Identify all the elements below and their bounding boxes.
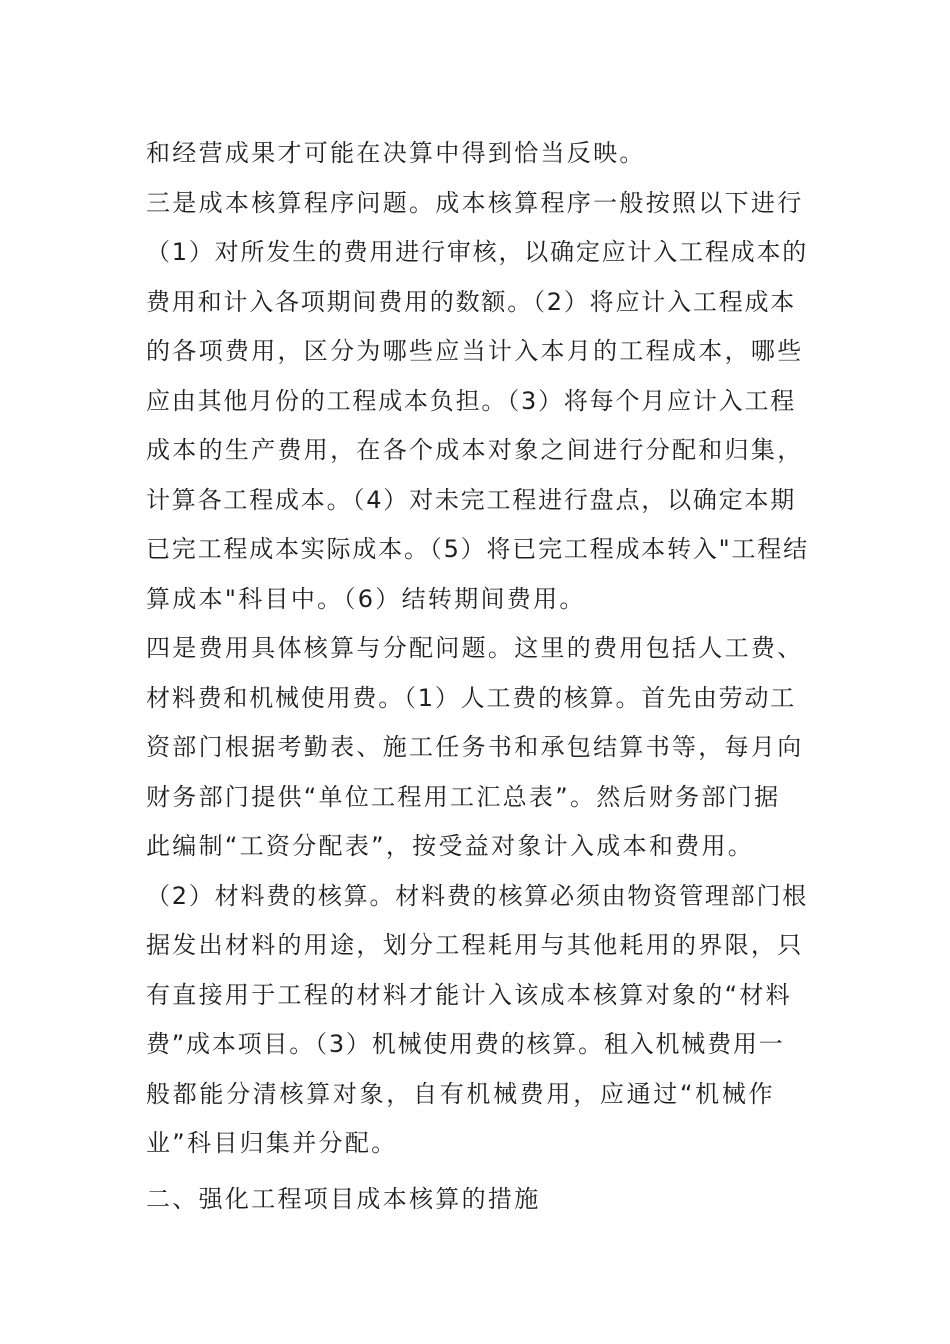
text-line: 财务部门提供“单位工程用工汇总表”。然后财务部门据 [146, 782, 781, 811]
paragraph-start-line: 四是费用具体核算与分配问题。这里的费用包括人工费、 [146, 634, 804, 662]
text-line: 费”成本项目。（3）机械使用费的核算。租入机械费用一 [146, 1030, 785, 1058]
text-line: 已完工程成本实际成本。（5）将已完工程成本转入"工程结 [146, 535, 809, 563]
text-line: （1）对所发生的费用进行审核，以确定应计入工程成本的 [146, 238, 809, 266]
text-line: 材料费和机械使用费。（1）人工费的核算。首先由劳动工 [146, 683, 797, 712]
text-line: 费用和计入各项期间费用的数额。（2）将应计入工程成本 [146, 287, 797, 316]
text-line: 成本的生产费用，在各个成本对象之间进行分配和归集， [146, 436, 804, 464]
text-line: 有直接用于工程的材料才能计入该成本核算对象的“材料 [146, 980, 792, 1009]
text-line: 算成本"科目中。（6）结转期间费用。 [146, 584, 586, 613]
text-line: 的各项费用，区分为哪些应当计入本月的工程成本，哪些 [146, 337, 804, 365]
text-line: 和经营成果才可能在决算中得到恰当反映。 [146, 139, 646, 167]
text-line: 应由其他月份的工程成本负担。（3）将每个月应计入工程 [146, 386, 797, 415]
text-line: 业”科目归集并分配。 [146, 1129, 398, 1157]
text-line: （2）材料费的核算。材料费的核算必须由物资管理部门根 [146, 881, 809, 910]
text-line: 般都能分清核算对象，自有机械费用，应通过“机械作 [146, 1079, 776, 1108]
document-body [146, 129, 808, 1224]
paragraph-start-line: 三是成本核算程序问题。成本核算程序一般按照以下进行 [146, 188, 804, 217]
section-heading: 二、强化工程项目成本核算的措施 [146, 1184, 541, 1213]
text-line: 此编制“工资分配表”，按受益对象计入成本和费用。 [146, 832, 755, 860]
text-line: 据发出材料的用途，划分工程耗用与其他耗用的界限，只 [146, 931, 804, 959]
text-line: 计算各工程成本。（4）对未完工程进行盘点，以确定本期 [146, 485, 797, 514]
text-line: 资部门根据考勤表、施工任务书和承包结算书等，每月向 [146, 733, 804, 761]
